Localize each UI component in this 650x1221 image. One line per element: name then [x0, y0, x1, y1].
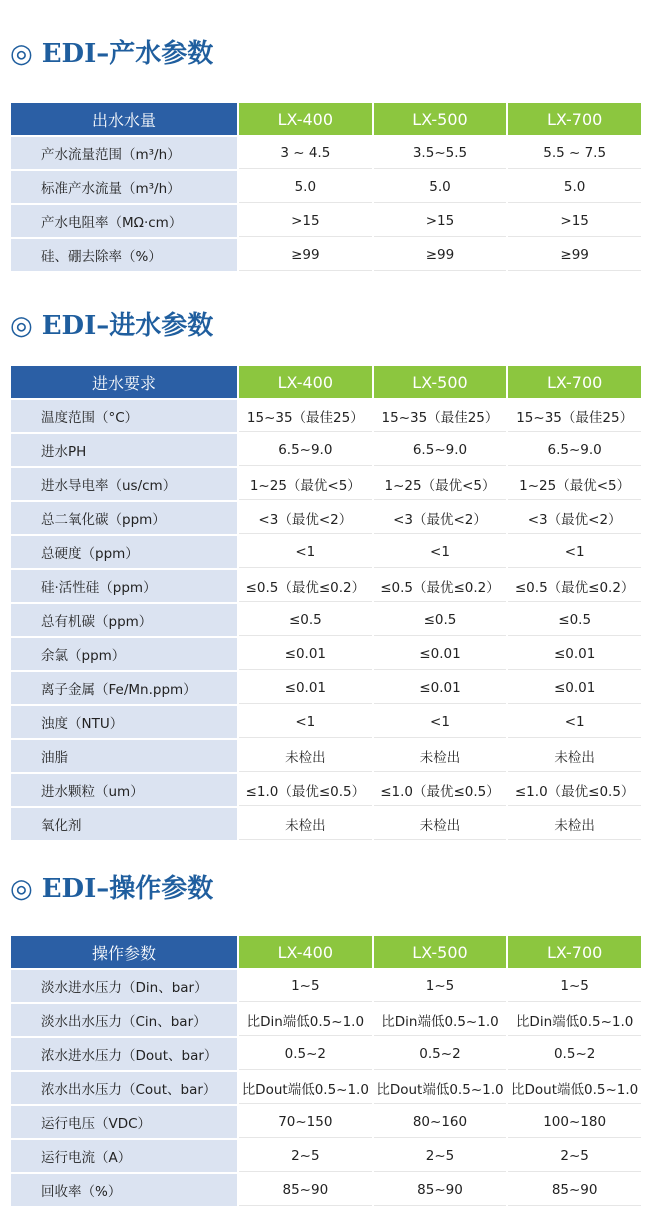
- value-cell: 未检出: [508, 808, 641, 840]
- value-cell: 1~25（最优<5）: [374, 468, 507, 500]
- value-cell: 未检出: [239, 808, 372, 840]
- value-cell: <1: [374, 706, 507, 738]
- table-row: [11, 171, 641, 203]
- value-cell: <1: [374, 536, 507, 568]
- value-cell: 15~35（最佳25）: [508, 400, 641, 432]
- value-cell: 2~5: [239, 1140, 372, 1172]
- header-cell-parameter: 出水水量: [11, 103, 237, 135]
- value-cell: 15~35（最佳25）: [239, 400, 372, 432]
- row-label: 总有机碳（ppm）: [11, 604, 237, 636]
- table-row: [11, 638, 641, 670]
- header-cell-model: LX-400: [239, 936, 372, 968]
- value-cell: 6.5~9.0: [239, 434, 372, 466]
- spec-table: [9, 101, 643, 273]
- value-cell: 比Dout端低0.5~1.0: [239, 1072, 372, 1104]
- value-cell: ≤0.01: [374, 672, 507, 704]
- value-cell: ≤0.5: [239, 604, 372, 636]
- value-cell: 比Din端低0.5~1.0: [508, 1004, 641, 1036]
- row-label: 氧化剂: [11, 808, 237, 840]
- table-row: [11, 706, 641, 738]
- table-row: [11, 239, 641, 271]
- header-cell-model: LX-500: [374, 103, 507, 135]
- row-label: 回收率（%）: [11, 1174, 237, 1206]
- value-cell: 1~5: [374, 970, 507, 1002]
- value-cell: 1~25（最优<5）: [508, 468, 641, 500]
- row-label: 淡水出水压力（Cin、bar）: [11, 1004, 237, 1036]
- section-title: ◎ EDI–进水参数: [10, 311, 214, 341]
- table-row: [11, 1038, 641, 1070]
- value-cell: 5.0: [374, 171, 507, 203]
- value-cell: <1: [508, 706, 641, 738]
- row-label: 产水电阻率（MΩ·cm）: [11, 205, 237, 237]
- row-label: 进水导电率（us/cm）: [11, 468, 237, 500]
- value-cell: 0.5~2: [508, 1038, 641, 1070]
- row-label: 硅、硼去除率（%）: [11, 239, 237, 271]
- value-cell: ≤0.5（最优≤0.2）: [239, 570, 372, 602]
- value-cell: ≤0.01: [508, 638, 641, 670]
- value-cell: >15: [374, 205, 507, 237]
- table-row: [11, 502, 641, 534]
- section-title: ◎ EDI–操作参数: [10, 874, 214, 904]
- row-label: 温度范围（°C）: [11, 400, 237, 432]
- header-cell-model: LX-700: [508, 103, 641, 135]
- table-row: [11, 1140, 641, 1172]
- value-cell: 80~160: [374, 1106, 507, 1138]
- table-row: [11, 536, 641, 568]
- row-label: 油脂: [11, 740, 237, 772]
- header-cell-parameter: 操作参数: [11, 936, 237, 968]
- table-row: [11, 400, 641, 432]
- table-row: [11, 570, 641, 602]
- value-cell: 未检出: [508, 740, 641, 772]
- spec-table: [9, 364, 643, 842]
- table-row: [11, 1174, 641, 1206]
- value-cell: 6.5~9.0: [508, 434, 641, 466]
- value-cell: 比Din端低0.5~1.0: [239, 1004, 372, 1036]
- header-cell-model: LX-400: [239, 103, 372, 135]
- value-cell: <3（最优<2）: [374, 502, 507, 534]
- section-title: ◎ EDI–产水参数: [10, 39, 214, 69]
- value-cell: 未检出: [374, 740, 507, 772]
- table-row: [11, 1106, 641, 1138]
- value-cell: >15: [508, 205, 641, 237]
- row-label: 进水颗粒（um）: [11, 774, 237, 806]
- row-label: 运行电压（VDC）: [11, 1106, 237, 1138]
- table-header-row: [11, 366, 641, 398]
- value-cell: 2~5: [508, 1140, 641, 1172]
- value-cell: ≤0.01: [239, 672, 372, 704]
- value-cell: 未检出: [239, 740, 372, 772]
- table-row: [11, 672, 641, 704]
- row-label: 浊度（NTU）: [11, 706, 237, 738]
- value-cell: ≤0.01: [374, 638, 507, 670]
- value-cell: <1: [239, 706, 372, 738]
- row-label: 离子金属（Fe/Mn.ppm）: [11, 672, 237, 704]
- header-cell-model: LX-500: [374, 366, 507, 398]
- table-header-row: [11, 103, 641, 135]
- value-cell: 比Dout端低0.5~1.0: [508, 1072, 641, 1104]
- value-cell: ≤1.0（最优≤0.5）: [239, 774, 372, 806]
- value-cell: 0.5~2: [239, 1038, 372, 1070]
- value-cell: 1~25（最优<5）: [239, 468, 372, 500]
- row-label: 浓水进水压力（Dout、bar）: [11, 1038, 237, 1070]
- table-row: [11, 468, 641, 500]
- value-cell: 70~150: [239, 1106, 372, 1138]
- table-row: [11, 205, 641, 237]
- value-cell: <1: [508, 536, 641, 568]
- value-cell: 比Din端低0.5~1.0: [374, 1004, 507, 1036]
- spec-table: [9, 934, 643, 1208]
- value-cell: ≤1.0（最优≤0.5）: [508, 774, 641, 806]
- value-cell: ≥99: [508, 239, 641, 271]
- value-cell: 85~90: [374, 1174, 507, 1206]
- table-row: [11, 604, 641, 636]
- value-cell: 100~180: [508, 1106, 641, 1138]
- header-cell-model: LX-700: [508, 366, 641, 398]
- table-row: [11, 808, 641, 840]
- value-cell: 85~90: [239, 1174, 372, 1206]
- value-cell: ≤0.01: [239, 638, 372, 670]
- value-cell: <1: [239, 536, 372, 568]
- row-label: 运行电流（A）: [11, 1140, 237, 1172]
- value-cell: 5.0: [508, 171, 641, 203]
- value-cell: 未检出: [374, 808, 507, 840]
- table-row: [11, 137, 641, 169]
- table-row: [11, 970, 641, 1002]
- row-label: 标准产水流量（m³/h）: [11, 171, 237, 203]
- value-cell: 5.0: [239, 171, 372, 203]
- value-cell: 6.5~9.0: [374, 434, 507, 466]
- value-cell: ≤0.5: [374, 604, 507, 636]
- header-cell-parameter: 进水要求: [11, 366, 237, 398]
- value-cell: ≥99: [239, 239, 372, 271]
- value-cell: 3 ~ 4.5: [239, 137, 372, 169]
- value-cell: <3（最优<2）: [239, 502, 372, 534]
- row-label: 淡水进水压力（Din、bar）: [11, 970, 237, 1002]
- value-cell: ≤0.5（最优≤0.2）: [508, 570, 641, 602]
- value-cell: >15: [239, 205, 372, 237]
- table-row: [11, 774, 641, 806]
- table-row: [11, 740, 641, 772]
- value-cell: 5.5 ~ 7.5: [508, 137, 641, 169]
- table-row: [11, 434, 641, 466]
- table-row: [11, 1072, 641, 1104]
- value-cell: ≥99: [374, 239, 507, 271]
- value-cell: 比Dout端低0.5~1.0: [374, 1072, 507, 1104]
- row-label: 产水流量范围（m³/h）: [11, 137, 237, 169]
- row-label: 余氯（ppm）: [11, 638, 237, 670]
- row-label: 硅·活性硅（ppm）: [11, 570, 237, 602]
- value-cell: <3（最优<2）: [508, 502, 641, 534]
- row-label: 总硬度（ppm）: [11, 536, 237, 568]
- table-row: [11, 1004, 641, 1036]
- value-cell: 15~35（最佳25）: [374, 400, 507, 432]
- value-cell: ≤0.5（最优≤0.2）: [374, 570, 507, 602]
- header-cell-model: LX-500: [374, 936, 507, 968]
- value-cell: 85~90: [508, 1174, 641, 1206]
- row-label: 总二氧化碳（ppm）: [11, 502, 237, 534]
- header-cell-model: LX-700: [508, 936, 641, 968]
- row-label: 进水PH: [11, 434, 237, 466]
- value-cell: 1~5: [508, 970, 641, 1002]
- row-label: 浓水出水压力（Cout、bar）: [11, 1072, 237, 1104]
- value-cell: 1~5: [239, 970, 372, 1002]
- header-cell-model: LX-400: [239, 366, 372, 398]
- value-cell: 3.5~5.5: [374, 137, 507, 169]
- value-cell: ≤0.5: [508, 604, 641, 636]
- value-cell: ≤1.0（最优≤0.5）: [374, 774, 507, 806]
- table-header-row: [11, 936, 641, 968]
- value-cell: 0.5~2: [374, 1038, 507, 1070]
- value-cell: ≤0.01: [508, 672, 641, 704]
- value-cell: 2~5: [374, 1140, 507, 1172]
